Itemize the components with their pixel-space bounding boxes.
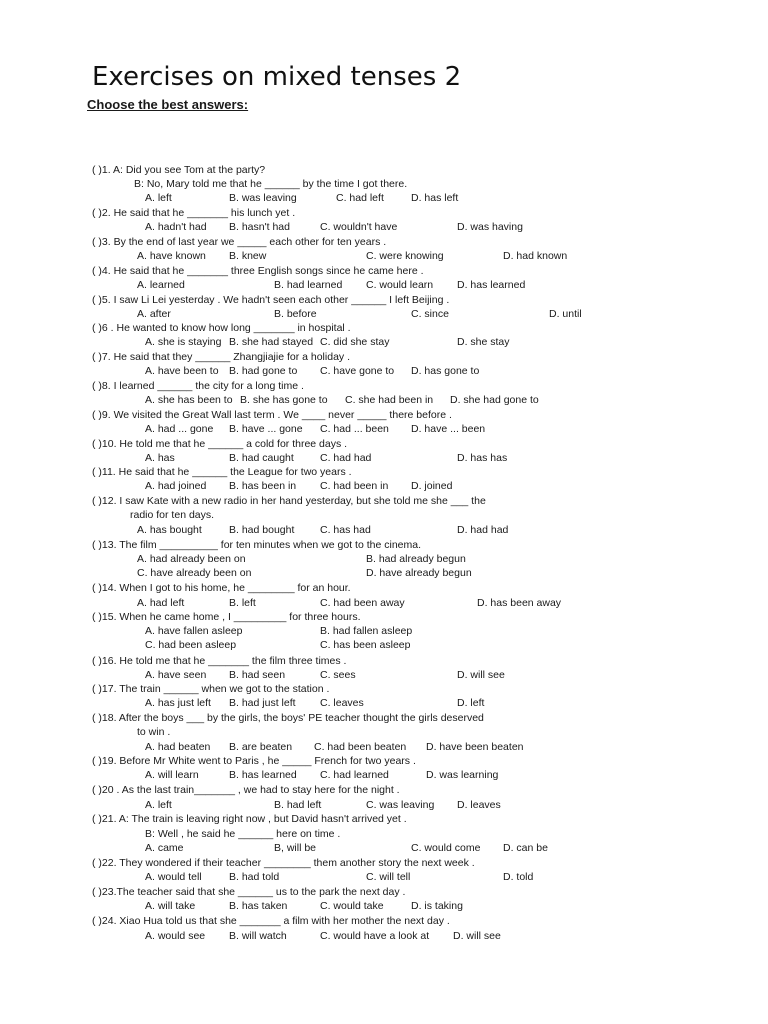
question-stem: ( )11. He said that he ______ the League for two years . — [92, 466, 352, 478]
answer-option: D. has been away — [477, 597, 562, 609]
answer-option: B. are beaten — [229, 741, 293, 753]
answer-option: D. is taking — [411, 900, 463, 912]
question-stem: ( )1. A: Did you see Tom at the party? — [92, 164, 266, 176]
answer-option: A. came — [145, 842, 184, 854]
answer-option: B. has taken — [229, 900, 288, 912]
question-stem: ( )17. The train ______ when we got to the station . — [92, 683, 330, 695]
question-stem: ( )24. Xiao Hua told us that she _______ a film with her mother the next day . — [92, 915, 450, 927]
answer-option: B. had seen — [229, 669, 286, 681]
answer-option: C. had ... been — [320, 423, 389, 435]
answer-option: D. leaves — [457, 799, 501, 811]
question-stem: ( )10. He told me that he ______ a cold for three days . — [92, 438, 348, 450]
question-stem: ( )5. I saw Li Lei yesterday . We hadn't seen each other ______ I left Beijing . — [92, 294, 450, 306]
question-stem: ( )14. When I got to his home, he ________ for an hour. — [92, 582, 351, 594]
question-stem: ( )7. He said that they ______ Zhangjiajie for a holiday . — [92, 351, 350, 363]
answer-option: D. had had — [457, 524, 509, 536]
answer-option: B. had fallen asleep — [320, 625, 413, 637]
answer-option: D. was learning — [426, 769, 499, 781]
answer-option: D. can be — [503, 842, 548, 854]
answer-option: D. has learned — [457, 279, 526, 291]
answer-option: C. had had — [320, 452, 372, 464]
instructions-heading: Choose the best answers: — [87, 97, 249, 112]
answer-option: A. will learn — [145, 769, 199, 781]
question-stem: ( )15. When he came home , I _________ for three hours. — [92, 611, 361, 623]
answer-option: A. have fallen asleep — [145, 625, 243, 637]
question-stem-continued: B: Well , he said he ______ here on time . — [145, 828, 341, 840]
answer-option: B. she has gone to — [240, 394, 328, 406]
answer-option: C. would take — [320, 900, 384, 912]
answer-option: A. had left — [137, 597, 185, 609]
answer-option: B. had told — [229, 871, 280, 883]
answer-option: A. learned — [137, 279, 185, 291]
answer-option: D. was having — [457, 221, 523, 233]
answer-option: A. have been to — [145, 365, 219, 377]
answer-option: A. has bought — [137, 524, 202, 536]
answer-option: C. has had — [320, 524, 371, 536]
answer-option: D. told — [503, 871, 534, 883]
answer-option: A. have seen — [145, 669, 207, 681]
question-stem: ( )19. Before Mr White went to Paris , he _____ French for two years . — [92, 755, 416, 767]
answer-option: C. had been in — [320, 480, 389, 492]
answer-option: A. will take — [145, 900, 196, 912]
answer-option: A. have known — [137, 250, 206, 262]
answer-option: C. sees — [320, 669, 356, 681]
answer-option: C. wouldn't have — [320, 221, 398, 233]
question-stem: ( )21. A: The train is leaving right now , but David hasn't arrived yet . — [92, 813, 407, 825]
answer-option: A. hadn't had — [145, 221, 207, 233]
answer-option: C. had been away — [320, 597, 405, 609]
answer-option: B. had left — [274, 799, 322, 811]
question-stem: ( )16. He told me that he _______ the film three times . — [92, 655, 347, 667]
answer-option: C. had been beaten — [314, 741, 407, 753]
document-title: Exercises on mixed tenses 2 — [92, 62, 462, 92]
answer-option: B, will be — [274, 842, 317, 854]
answer-option: A. had beaten — [145, 741, 211, 753]
answer-option: A. she has been to — [145, 394, 233, 406]
answer-option: C. would come — [411, 842, 481, 854]
question-stem-continued: B: No, Mary told me that he ______ by the time I got there. — [134, 178, 408, 190]
question-stem: ( )3. By the end of last year we _____ each other for ten years . — [92, 236, 387, 248]
question-stem: ( )20 . As the last train_______ , we had to stay here for the night . — [92, 784, 400, 796]
answer-option: A. left — [145, 799, 172, 811]
answer-option: A. had ... gone — [145, 423, 214, 435]
answer-option: D. she stay — [457, 336, 510, 348]
answer-option: C. since — [411, 308, 449, 320]
answer-option: C. was leaving — [366, 799, 435, 811]
answer-option: D. has gone to — [411, 365, 480, 377]
answer-option: A. had joined — [145, 480, 207, 492]
answer-option: D. have ... been — [411, 423, 486, 435]
question-stem: ( )23.The teacher said that she ______ us to the park the next day . — [92, 886, 406, 898]
answer-option: B. will watch — [229, 930, 287, 942]
answer-option: D. have been beaten — [426, 741, 524, 753]
answer-option: A. left — [145, 192, 172, 204]
answer-option: D. until — [549, 308, 582, 320]
answer-option: C. has been asleep — [320, 639, 411, 651]
answer-option: B. was leaving — [229, 192, 297, 204]
answer-option: B. has been in — [229, 480, 297, 492]
answer-option: D. she had gone to — [450, 394, 539, 406]
answer-option: A. would see — [145, 930, 206, 942]
answer-option: B. knew — [229, 250, 267, 262]
question-stem-continued: to win . — [137, 726, 171, 738]
answer-option: C. she had been in — [345, 394, 434, 406]
question-stem: ( )4. He said that he _______ three English songs since he came here . — [92, 265, 424, 277]
question-stem: ( )2. He said that he _______ his lunch yet . — [92, 207, 296, 219]
answer-option: A. has — [145, 452, 175, 464]
answer-option: D. have already begun — [366, 567, 472, 579]
answer-option: C. had left — [336, 192, 384, 204]
answer-option: C. would have a look at — [320, 930, 430, 942]
answer-option: A. after — [137, 308, 171, 320]
answer-option: C. were knowing — [366, 250, 444, 262]
answer-option: D. will see — [457, 669, 505, 681]
answer-option: D. had known — [503, 250, 568, 262]
answer-option: C. had learned — [320, 769, 389, 781]
answer-option: C. will tell — [366, 871, 411, 883]
answer-option: B. has learned — [229, 769, 297, 781]
answer-option: B. had just left — [229, 697, 296, 709]
answer-option: B. before — [274, 308, 317, 320]
answer-option: B. had caught — [229, 452, 294, 464]
answer-option: D. has has — [457, 452, 508, 464]
answer-option: D. joined — [411, 480, 453, 492]
answer-option: B. she had stayed — [229, 336, 314, 348]
answer-option: B. had bought — [229, 524, 295, 536]
answer-option: A. she is staying — [145, 336, 222, 348]
question-stem-continued: radio for ten days. — [130, 509, 215, 521]
answer-option: A. had already been on — [137, 553, 246, 565]
answer-option: C. leaves — [320, 697, 364, 709]
answer-option: C. would learn — [366, 279, 434, 291]
answer-option: B. had gone to — [229, 365, 298, 377]
question-stem: ( )13. The film __________ for ten minutes when we got to the cinema. — [92, 539, 421, 551]
answer-option: B. had learned — [274, 279, 343, 291]
answer-option: C. did she stay — [320, 336, 390, 348]
question-stem: ( )18. After the boys ___ by the girls, the boys' PE teacher thought the girls deserved — [92, 712, 484, 724]
answer-option: B. had already begun — [366, 553, 466, 565]
answer-option: C. have gone to — [320, 365, 395, 377]
answer-option: A. would tell — [145, 871, 202, 883]
answer-option: B. hasn't had — [229, 221, 290, 233]
question-stem: ( )12. I saw Kate with a new radio in her hand yesterday, but she told me she ___ the — [92, 495, 486, 507]
answer-option: C. had been asleep — [145, 639, 237, 651]
question-stem: ( )22. They wondered if their teacher ________ them another story the next week . — [92, 857, 475, 869]
answer-option: B. left — [229, 597, 256, 609]
answer-option: C. have already been on — [137, 567, 252, 579]
answer-option: A. has just left — [145, 697, 211, 709]
answer-option: D. left — [457, 697, 485, 709]
question-stem: ( )6 . He wanted to know how long _______ in hospital . — [92, 322, 351, 334]
answer-option: D. will see — [453, 930, 501, 942]
answer-option: D. has left — [411, 192, 459, 204]
question-stem: ( )9. We visited the Great Wall last term . We ____ never _____ there before . — [92, 409, 452, 421]
question-stem: ( )8. I learned ______ the city for a long time . — [92, 380, 304, 392]
answer-option: B. have ... gone — [229, 423, 303, 435]
